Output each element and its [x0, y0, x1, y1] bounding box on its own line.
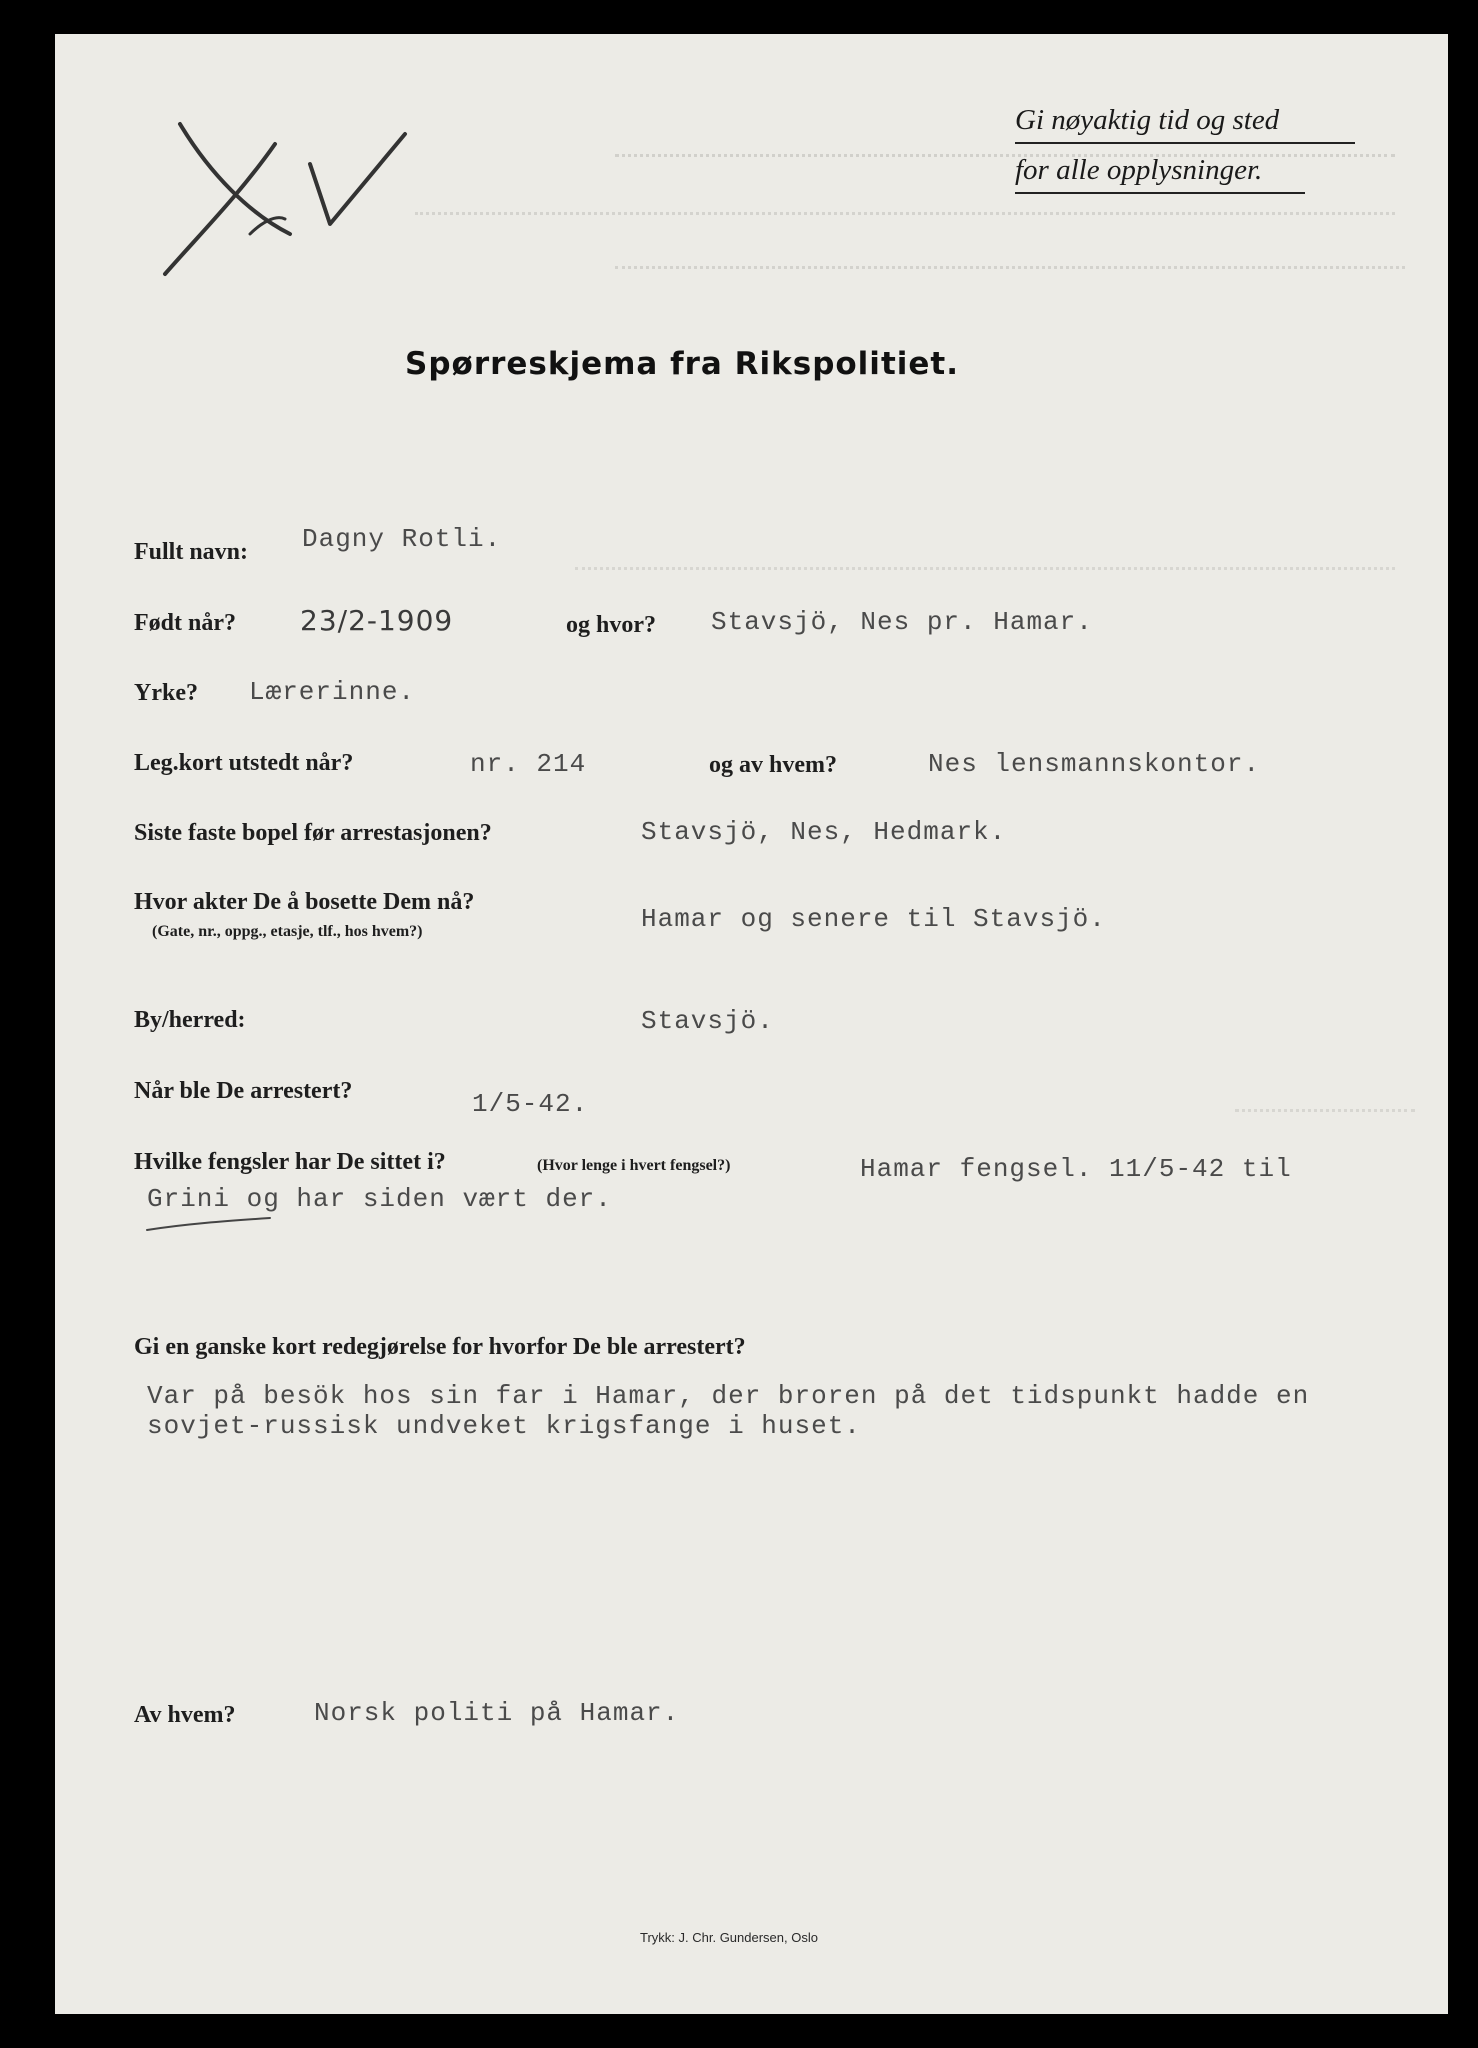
- last-home-value: Stavsjö, Nes, Hedmark.: [641, 817, 1007, 847]
- bleed-through-line: [575, 567, 1395, 576]
- by-whom-label: Av hvem?: [134, 1702, 236, 1728]
- arrested-label: Når ble De arrestert?: [134, 1078, 353, 1104]
- instruction-note-line2: for alle opplysninger.: [1015, 154, 1263, 186]
- note-underline-2: [1015, 192, 1305, 194]
- last-home-label: Siste faste bopel før arrestasjonen?: [134, 820, 492, 846]
- settle-value: Hamar og senere til Stavsjö.: [641, 904, 1106, 934]
- settle-label: Hvor akter De å bosette Dem nå?: [134, 889, 475, 915]
- job-label: Yrke?: [134, 680, 198, 706]
- idcard-by-label: og av hvem?: [709, 752, 837, 778]
- printer-credit: Trykk: J. Chr. Gundersen, Oslo: [640, 1930, 818, 1945]
- by-whom-value: Norsk politi på Hamar.: [314, 1698, 680, 1728]
- page-title: Spørreskjema fra Rikspolitiet.: [405, 346, 960, 382]
- reason-value-line2: sovjet-russisk undveket krigsfange i huset.: [147, 1411, 861, 1441]
- bleed-through-line: [1235, 1109, 1415, 1118]
- reason-label: Gi en ganske kort redegjørelse for hvorfor De ble arrestert?: [134, 1334, 746, 1360]
- idcard-label: Leg.kort utstedt når?: [134, 750, 354, 776]
- reason-value-line1: Var på besök hos sin far i Hamar, der broren på det tidspunkt hadde en: [147, 1381, 1310, 1411]
- form-sheet: [55, 34, 1448, 2014]
- born-label: Født når?: [134, 610, 236, 636]
- arrested-value: 1/5-42.: [472, 1089, 589, 1119]
- born-where-value: Stavsjö, Nes pr. Hamar.: [711, 607, 1093, 637]
- job-value: Lærerinne.: [249, 677, 416, 707]
- town-value: Stavsjö.: [641, 1006, 774, 1036]
- pen-stroke: [145, 1216, 275, 1236]
- prisons-label: Hvilke fengsler har De sittet i?: [134, 1149, 446, 1175]
- idcard-by-value: Nes lensmannskontor.: [928, 749, 1261, 779]
- instruction-note-line1: Gi nøyaktig tid og sted: [1015, 104, 1280, 136]
- note-underline-1: [1015, 142, 1355, 144]
- born-where-label: og hvor?: [566, 612, 656, 638]
- idcard-value: nr. 214: [470, 749, 587, 779]
- name-label: Fullt navn:: [134, 539, 249, 565]
- bleed-through-line: [415, 212, 1395, 221]
- born-value: 23/2-1909: [300, 604, 454, 637]
- prisons-sublabel: (Hvor lenge i hvert fengsel?): [537, 1157, 731, 1174]
- handwritten-xv-mark: [140, 104, 410, 294]
- bleed-through-line: [615, 154, 1395, 163]
- settle-sublabel: (Gate, nr., oppg., etasje, tlf., hos hvem?): [152, 923, 423, 940]
- bleed-through-line: [615, 266, 1405, 275]
- town-label: By/herred:: [134, 1007, 246, 1033]
- prisons-value-line1: Hamar fengsel. 11/5-42 til: [860, 1154, 1292, 1184]
- name-value: Dagny Rotli.: [302, 524, 502, 554]
- prisons-value-line2: Grini og har siden vært der.: [147, 1184, 612, 1214]
